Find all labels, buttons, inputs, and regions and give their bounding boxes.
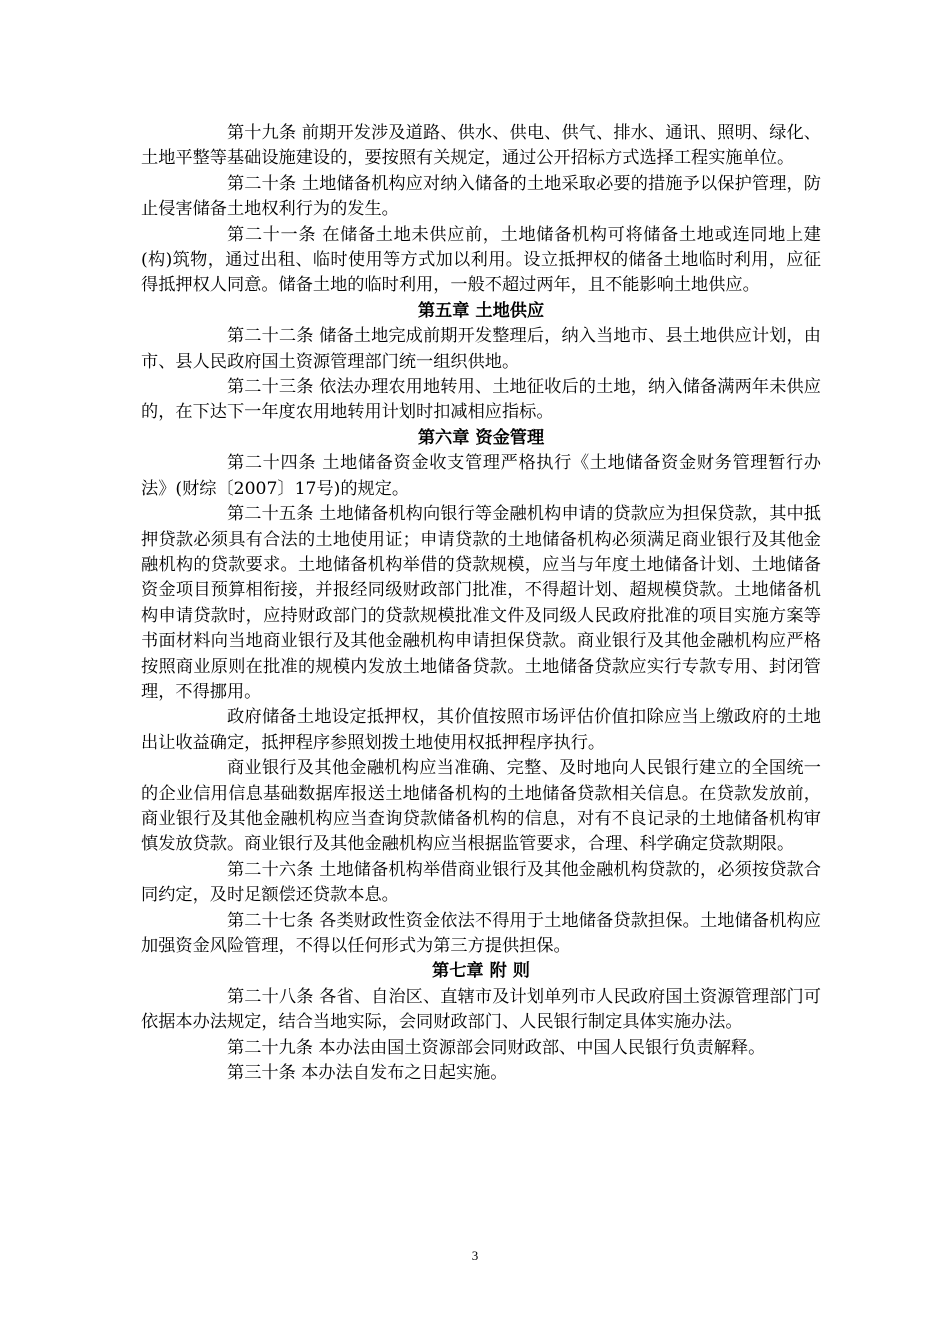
article-19: 第十九条 前期开发涉及道路、供水、供电、供气、排水、通讯、照明、绿化、土地平整等基础设施建设的，要按照有关规定，通过公开招标方式选择工程实施单位。 <box>141 123 821 169</box>
article-27: 第二十七条 各类财政性资金依法不得用于土地储备贷款担保。土地储备机构应加强资金风险管理，不得以任何形式为第三方提供担保。 <box>141 910 821 956</box>
page-number: 3 <box>471 1248 479 1263</box>
article-25: 第二十五条 土地储备机构向银行等金融机构申请的贷款应为担保贷款，其中抵押贷款必须具有合法的土地使用证；申请贷款的土地储备机构必须满足商业银行及其他金融机构的贷款要求。土地储备机构举借的贷款规模，应当与年度土地储备计划、土地储备资金项目预算相衔接，并报经同级财政部门批准，不得超计划、超规模贷款。土地储备机构申请贷款时，应持财政部门的贷款规模批准文件及同级人民政府批准的项目实施方案等书面材料向当地商业银行及其他金融机构申请担保贷款。商业银行及其他金融机构应严格按照商业原则在批准的规模内发放土地储备贷款。土地储备贷款应实行专款专用、封闭管理，不得挪用。 <box>141 504 821 702</box>
article-23: 第二十三条 依法办理农用地转用、土地征收后的土地，纳入储备满两年未供应的，在下达下一年度农用地转用计划时扣减相应指标。 <box>141 377 821 423</box>
article-22: 第二十二条 储备土地完成前期开发整理后，纳入当地市、县土地供应计划，由市、县人民政府国土资源管理部门统一组织供地。 <box>141 326 821 372</box>
chapter-6-heading: 第六章 资金管理 <box>417 427 545 448</box>
article-26: 第二十六条 土地储备机构举借商业银行及其他金融机构贷款的，必须按贷款合同约定，及时足额偿还贷款本息。 <box>141 859 821 906</box>
document-page <box>141 121 821 1086</box>
article-25-credit-info-paragraph: 商业银行及其他金融机构应当准确、完整、及时地向人民银行建立的全国统一的企业信用信息基础数据库报送土地储备机构的土地储备贷款相关信息。在贷款发放前，商业银行及其他金融机构应当查询贷款储备机构的信息，对有不良记录的土地储备机构审慎发放贷款。商业银行及其他金融机构应当根据监管要求，合理、科学确定贷款期限。 <box>141 758 821 855</box>
chapter-7-heading: 第七章 附 则 <box>432 961 530 982</box>
article-20: 第二十条 土地储备机构应对纳入储备的土地采取必要的措施予以保护管理，防止侵害储备土地权利行为的发生。 <box>141 173 821 220</box>
article-28: 第二十八条 各省、自治区、直辖市及计划单列市人民政府国土资源管理部门可依据本办法规定，结合当地实际，会同财政部门、人民银行制定具体实施办法。 <box>141 986 821 1033</box>
article-29: 第二十九条 本办法由国土资源部会同财政部、中国人民银行负责解释。 <box>227 1037 766 1058</box>
article-21: 第二十一条 在储备土地未供应前，土地储备机构可将储备土地或连同地上建(构)筑物，通过出租、临时使用等方式加以利用。设立抵押权的储备土地临时利用，应征得抵押权人同意。储备土地的临时利用，一般不超过两年，且不能影响土地供应。 <box>141 224 821 296</box>
article-30: 第三十条 本办法自发布之日起实施。 <box>227 1063 508 1084</box>
article-25-mortgage-paragraph: 政府储备土地设定抵押权，其价值按照市场评估价值扣除应当上缴政府的土地出让收益确定，抵押程序参照划拨土地使用权抵押程序执行。 <box>141 707 821 753</box>
article-24: 第二十四条 土地储备资金收支管理严格执行《土地储备资金财务管理暂行办法》(财综〔2007〕17号)的规定。 <box>141 453 821 499</box>
chapter-5-heading: 第五章 土地供应 <box>417 300 545 321</box>
